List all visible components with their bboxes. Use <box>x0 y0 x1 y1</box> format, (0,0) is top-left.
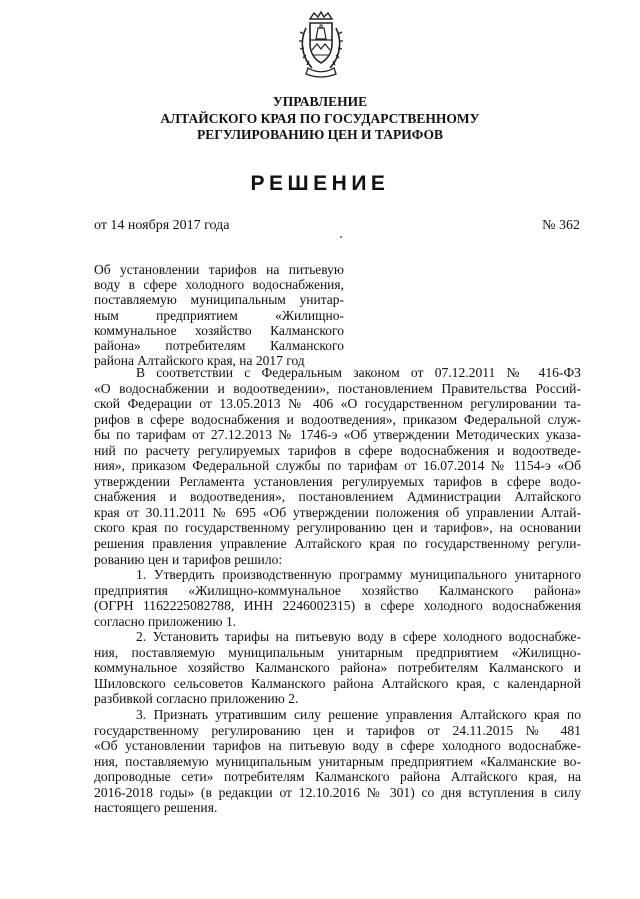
document-subject <box>94 262 344 368</box>
preamble-line: В соответствии с Федеральным законом от 07.12.2011 № 416-ФЗ <box>136 365 581 380</box>
agency-line-2: АЛТАЙСКОГО КРАЯ ПО ГОСУДАРСТВЕННОМУ <box>160 110 480 126</box>
document-body <box>94 365 581 816</box>
subject-line: района» потребителям Калманского <box>94 338 344 354</box>
clause-1-line: (ОГРН 1162225082788, ИНН 2246002315) в сфере холодного водоснабжения <box>94 598 581 614</box>
clause-2-line: ния, поставляемую муниципальным унитарным предприятием «Жилищно- <box>94 644 581 660</box>
document-number: № 362 <box>542 218 580 233</box>
preamble-line: рованию цен и тарифов решило: <box>94 551 283 567</box>
subject-line: Об установлении тарифов на питьевую <box>94 262 344 277</box>
clause-2-line: разбивкой согласно приложению 2. <box>94 691 299 707</box>
preamble-line: ской Федерации от 13.05.2013 № 406 «О государственном регулировании та- <box>94 396 581 412</box>
subject-line: поставляемую муниципальным унитар- <box>94 292 344 308</box>
preamble-line: ний по расчету регулируемых тарифов в сфере водоснабжения и водоотведе- <box>94 442 581 458</box>
agency-line-3: РЕГУЛИРОВАНИЮ ЦЕН И ТАРИФОВ <box>196 127 444 142</box>
clause-3-line: допроводные сети» потребителям Калманского района Алтайского края, на <box>94 769 581 785</box>
clause-1-line: согласно приложению 1. <box>94 613 237 629</box>
document-date: от 14 ноября 2017 года <box>94 218 230 233</box>
preamble-line: бы по тарифам от 27.12.2013 № 1746-э «Об утверждении Методических указа- <box>94 427 581 443</box>
preamble-line: «О водоснабжении и водоотведении», постановлением Правительства Россий- <box>94 380 581 396</box>
subject-line: коммунальное хозяйство Калманского <box>94 322 344 338</box>
scan-speck <box>340 236 342 238</box>
agency-line-1: УПРАВЛЕНИЕ <box>272 94 368 109</box>
subject-line: района Алтайского края, на 2017 год <box>94 353 305 369</box>
subject-line: ным предприятием «Жилищно- <box>94 307 344 323</box>
preamble-line: утверждении Регламента установления регулируемых тарифов в сфере водо- <box>94 473 581 489</box>
clause-2-line: Шиловского сельсоветов Калманского района Алтайского края, с календарной <box>94 675 581 691</box>
clause-1-line: предприятия «Жилищно-коммунальное хозяйство Калманского района» <box>94 582 581 598</box>
clause-3-line: 2016-2018 годы» (в редакции от 12.10.2016 № 301) со дня вступления в силу <box>94 784 581 800</box>
preamble-line: снабжения и водоотведения», постановлением Администрации Алтайского <box>94 489 581 505</box>
coat-of-arms-icon <box>296 10 346 80</box>
preamble-line: ского края по государственному регулированию цен и тарифов», на основании <box>94 520 581 536</box>
preamble-line: ния», приказом Федеральной службы по тарифам от 16.07.2014 № 1154-э «Об <box>94 458 581 474</box>
document-type-heading: РЕШЕНИЕ <box>250 172 390 195</box>
clause-2-line: коммунальное хозяйство Калманского района» потребителям Калманского и <box>94 660 581 676</box>
preamble-line: решения правления управление Алтайского края по государственному регули- <box>94 536 581 552</box>
preamble-line: края от 30.11.2011 № 695 «Об утверждении положения об управлении Алтай- <box>94 504 581 520</box>
clause-3-line: ния, поставляемую муниципальным унитарным предприятием «Калманские во- <box>94 753 581 769</box>
preamble-line: рифов в сфере водоснабжения и водоотведения», приказом Федеральной служ- <box>94 411 581 427</box>
clause-3-line: государственному регулированию цен и тарифов от 24.11.2015 № 481 <box>94 722 581 738</box>
agency-name <box>100 94 540 144</box>
clause-1-line: 1. Утвердить производственную программу муниципального унитарного <box>136 567 581 583</box>
subject-line: воду в сфере холодного водоснабжения, <box>94 277 344 293</box>
clause-3-line: настоящего решения. <box>94 800 218 816</box>
clause-3-line: 3. Признать утратившим силу решение управления Алтайского края по <box>136 707 581 723</box>
clause-2-line: 2. Установить тарифы на питьевую воду в сфере холодного водоснабже- <box>136 629 581 645</box>
clause-3-line: «Об установлении тарифов на питьевую воду в сфере холодного водоснабже- <box>94 738 581 754</box>
